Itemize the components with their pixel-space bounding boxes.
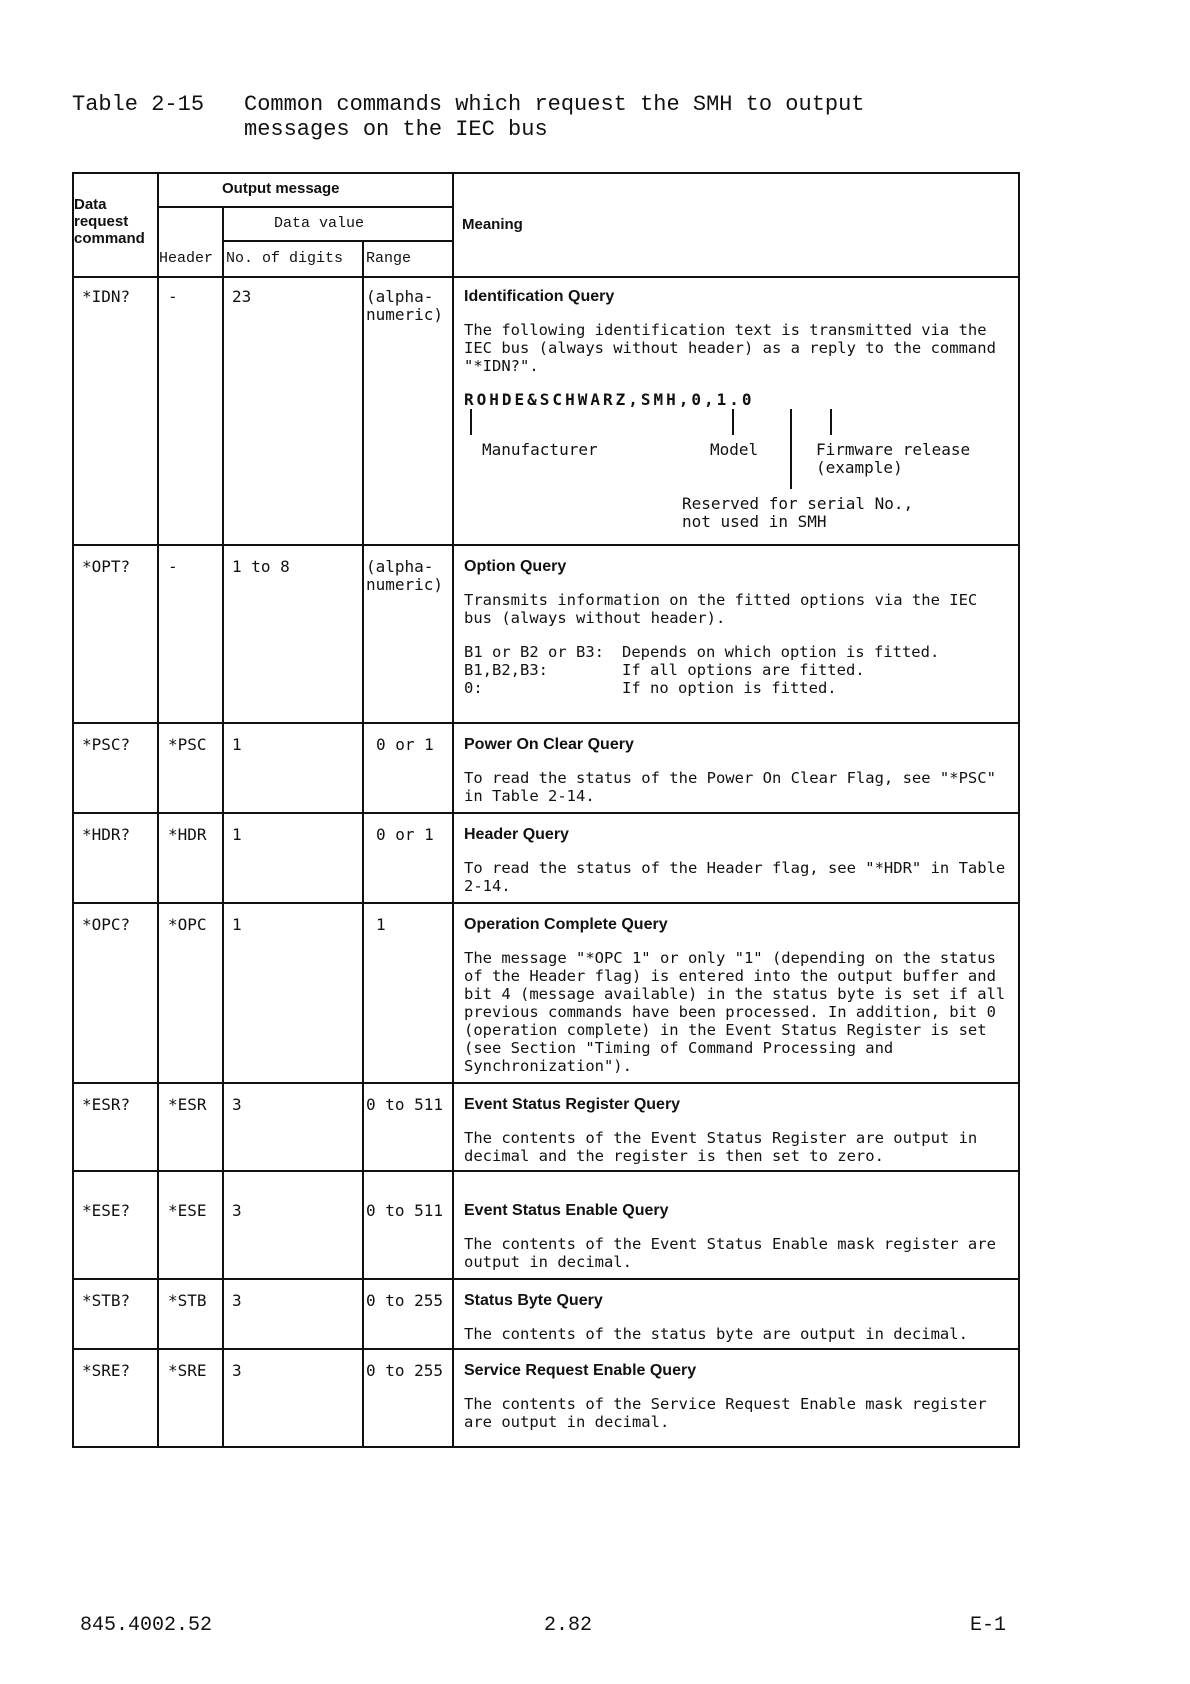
header-value-7: *STB [168, 1291, 207, 1310]
opt-row-1 [464, 661, 1012, 679]
cmd-2: *PSC? [82, 735, 131, 754]
digits-value-5: 3 [232, 1095, 242, 1114]
meaning-6 [464, 1202, 1012, 1287]
meaning-title-1: Option Query [464, 558, 567, 575]
header-digits: No. of digits [226, 250, 344, 267]
idn-serial-label: Reserved for serial No., not used in SMH [682, 494, 914, 531]
opt-key-2: 0: [464, 679, 483, 697]
header-line-1 [157, 206, 454, 208]
meaning-8 [464, 1362, 1012, 1447]
digits-value-0: 23 [232, 287, 252, 306]
digits-value-3: 1 [232, 825, 242, 844]
cmd-8: *SRE? [82, 1361, 131, 1380]
opt-value-0: Depends on which option is fitted. [622, 643, 940, 661]
header-meaning: Meaning [462, 216, 523, 233]
range-value-1: (alpha- numeric) [366, 557, 444, 594]
idn-line-manufacturer [470, 409, 472, 435]
table-caption [72, 92, 865, 142]
header-data-request: Data request command [74, 196, 145, 247]
range-value-0: (alpha- numeric) [366, 287, 444, 324]
meaning-0 [464, 288, 1012, 529]
opt-row-0 [464, 643, 1012, 661]
range-value-2: 0 or 1 [376, 735, 434, 754]
caption-line-1: Common commands which request the SMH to output [244, 92, 865, 117]
col-divider-digits [362, 240, 364, 1448]
meaning-text-5-0: The contents of the Event Status Register are output in decimal and the register is then set to zero. [464, 1129, 978, 1165]
cmd-7: *STB? [82, 1291, 131, 1310]
range-value-3: 0 or 1 [376, 825, 434, 844]
meaning-2 [464, 736, 1012, 821]
meaning-text-1-0: Transmits information on the fitted options via the IEC bus (always without header). [464, 591, 978, 627]
meaning-4 [464, 916, 1012, 1091]
meaning-text-0-0: The following identification text is transmitted via the IEC bus (always without header) as a reply to the command "*IDN?". [464, 321, 996, 375]
header-value-2: *PSC [168, 735, 207, 754]
border-top [72, 172, 1020, 174]
row-bottom-8 [72, 1446, 1020, 1448]
meaning-text-3-0: To read the status of the Header flag, see "*HDR" in Table 2-14. [464, 859, 1006, 895]
header-value-6: *ESE [168, 1201, 207, 1220]
meaning-text-7-0: The contents of the status byte are output in decimal. [464, 1325, 968, 1343]
range-value-6: 0 to 511 [366, 1201, 444, 1220]
range-value-4: 1 [376, 915, 386, 934]
range-value-8: 0 to 255 [366, 1361, 444, 1380]
meaning-title-5: Event Status Register Query [464, 1096, 681, 1113]
idn-legend [464, 409, 1012, 529]
row-bottom-5 [72, 1170, 1020, 1172]
digits-value-7: 3 [232, 1291, 242, 1310]
meaning-title-3: Header Query [464, 826, 569, 843]
cmd-1: *OPT? [82, 557, 131, 576]
idn-line-serial [790, 409, 792, 489]
meaning-title-8: Service Request Enable Query [464, 1362, 697, 1379]
row-bottom-3 [72, 902, 1020, 904]
footer-doc-number: 845.4002.52 [80, 1614, 213, 1637]
header-bottom [72, 276, 1020, 278]
meaning-title-7: Status Byte Query [464, 1292, 603, 1309]
digits-value-1: 1 to 8 [232, 557, 290, 576]
meaning-title-4: Operation Complete Query [464, 916, 668, 933]
cmd-6: *ESE? [82, 1201, 131, 1220]
opt-value-1: If all options are fitted. [622, 661, 865, 679]
border-right [1018, 172, 1020, 1448]
header-value-4: *OPC [168, 915, 207, 934]
col-divider-cmd [157, 172, 159, 1448]
cmd-0: *IDN? [82, 287, 131, 306]
header-value-3: *HDR [168, 825, 207, 844]
range-value-5: 0 to 511 [366, 1095, 444, 1114]
digits-value-4: 1 [232, 915, 242, 934]
meaning-text-2-0: To read the status of the Power On Clear Flag, see "*PSC" in Table 2-14. [464, 769, 996, 805]
header-range: Range [366, 250, 412, 267]
header-line-2 [222, 240, 454, 242]
footer-page: 2.82 [544, 1614, 593, 1637]
header-value-1: - [168, 557, 178, 576]
header-value-8: *SRE [168, 1361, 207, 1380]
idn-manufacturer-label: Manufacturer [482, 440, 598, 459]
digits-value-2: 1 [232, 735, 242, 754]
idn-string: ROHDE&SCHWARZ,SMH,0,1.0 [464, 390, 755, 409]
col-divider-header [222, 206, 224, 1448]
header-output-message: Output message [222, 180, 340, 197]
row-bottom-7 [72, 1348, 1020, 1350]
meaning-5 [464, 1096, 1012, 1181]
idn-firmware-label: Firmware release (example) [816, 440, 971, 477]
opt-value-2: If no option is fitted. [622, 679, 837, 697]
meaning-title-2: Power On Clear Query [464, 736, 634, 753]
cmd-3: *HDR? [82, 825, 131, 844]
row-bottom-2 [72, 812, 1020, 814]
meaning-text-8-0: The contents of the Service Request Enable mask register are output in decimal. [464, 1395, 987, 1431]
header-value-5: *ESR [168, 1095, 207, 1114]
digits-value-6: 3 [232, 1201, 242, 1220]
range-value-7: 0 to 255 [366, 1291, 444, 1310]
header-data-value: Data value [274, 215, 365, 232]
opt-key-1: B1,B2,B3: [464, 661, 548, 679]
idn-line-model [732, 409, 734, 435]
commands-table [72, 172, 1020, 1448]
footer-edition: E-1 [970, 1614, 1007, 1637]
meaning-1 [464, 558, 1012, 697]
meaning-title-6: Event Status Enable Query [464, 1202, 669, 1219]
row-bottom-1 [72, 722, 1020, 724]
digits-value-8: 3 [232, 1361, 242, 1380]
meaning-text-4-0: The message "*OPC 1" or only "1" (depending on the status of the Header flag) is entered into the output buffer and bit 4 (message available) in the status byte is set if all previous commands have been processed. In addition, bit 0 (operation complete) in the Event Status Register is set (see Section "Timing of Command Processing and Synchronization"). [464, 949, 1006, 1075]
row-bottom-4 [72, 1082, 1020, 1084]
meaning-3 [464, 826, 1012, 911]
opt-key-0: B1 or B2 or B3: [464, 643, 604, 661]
meaning-text-6-0: The contents of the Event Status Enable mask register are output in decimal. [464, 1235, 996, 1271]
idn-model-label: Model [710, 440, 759, 459]
row-bottom-6 [72, 1278, 1020, 1280]
meaning-title-0: Identification Query [464, 288, 615, 305]
opt-list [464, 643, 1012, 697]
header-value-0: - [168, 287, 178, 306]
idn-line-firmware [830, 409, 832, 435]
opt-row-2 [464, 679, 1012, 697]
row-bottom-0 [72, 544, 1020, 546]
table-number: Table 2-15 [72, 92, 205, 117]
caption-line-2: messages on the IEC bus [244, 117, 548, 142]
cmd-5: *ESR? [82, 1095, 131, 1114]
col-divider-range [452, 172, 454, 1448]
cmd-4: *OPC? [82, 915, 131, 934]
border-left [72, 172, 74, 1448]
header-header: Header [159, 250, 214, 267]
